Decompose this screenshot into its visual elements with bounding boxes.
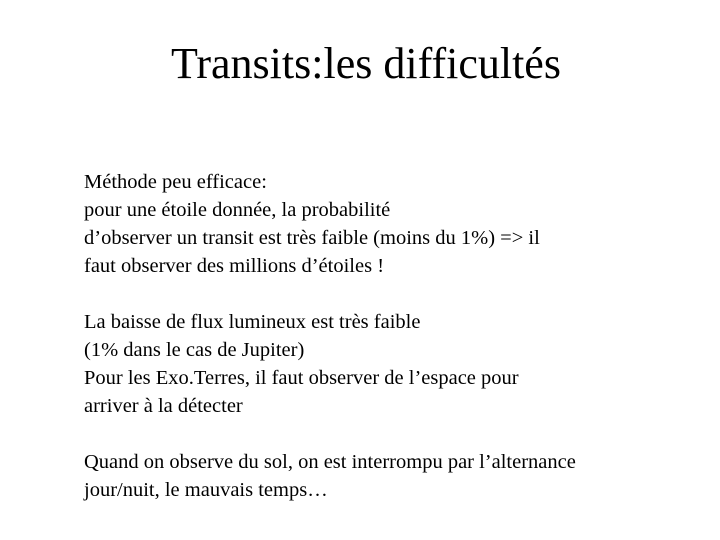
text-line: La baisse de flux lumineux est très faible — [84, 311, 421, 333]
text-line: arriver à la détecter — [84, 395, 243, 417]
text-line: (1% dans le cas de Jupiter) — [84, 339, 305, 361]
text-line: Pour les Exo.Terres, il faut observer de l’espace pour — [84, 367, 519, 389]
text-line: pour une étoile donnée, la probabilité — [84, 199, 391, 221]
text-line: Méthode peu efficace: — [84, 171, 267, 193]
paragraph-flux-decrease — [84, 308, 704, 420]
slide-body — [84, 168, 704, 504]
text-line: d’observer un transit est très faible (moins du 1%) => il — [84, 227, 540, 249]
text-line: faut observer des millions d’étoiles ! — [84, 255, 385, 277]
slide-title: Transits:les difficultés — [171, 39, 561, 88]
text-line: jour/nuit, le mauvais temps… — [84, 479, 328, 501]
text-line: Quand on observe du sol, on est interrompu par l’alternance — [84, 451, 576, 473]
paragraph-ground-observation — [84, 448, 704, 504]
paragraph-method-efficiency — [84, 168, 704, 280]
